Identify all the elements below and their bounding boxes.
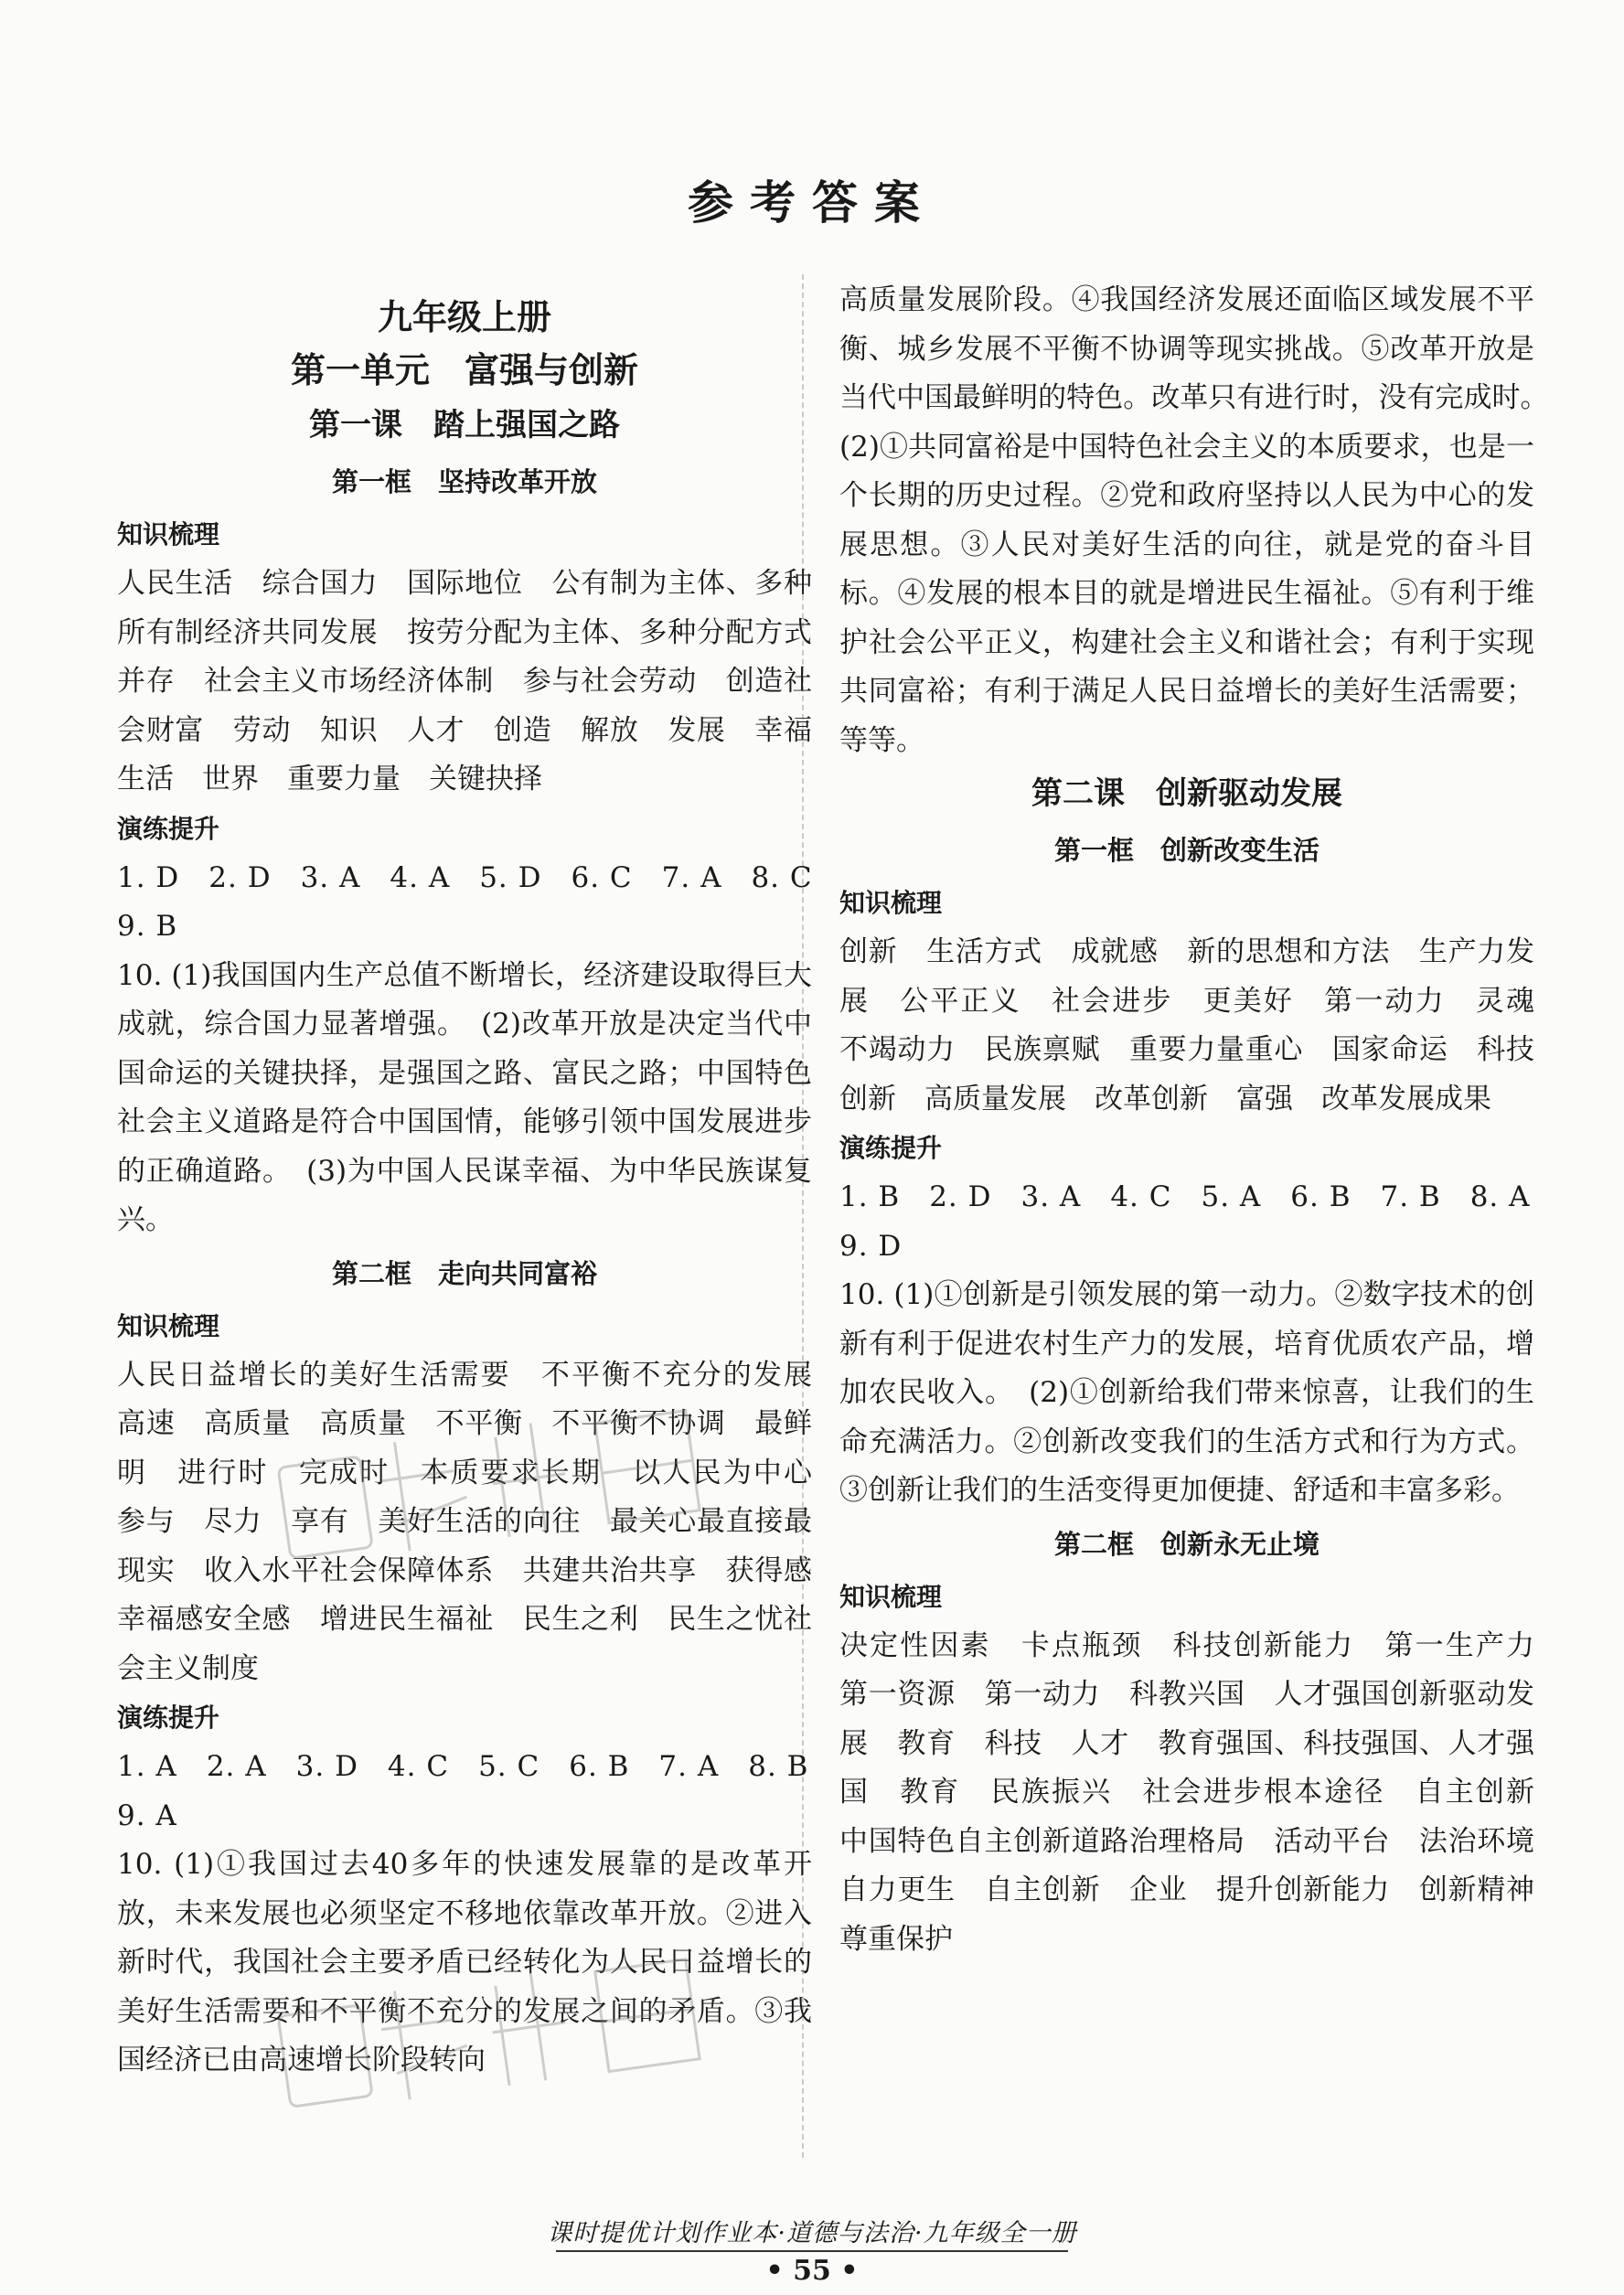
frame-heading: 第一框 坚持改革开放 [331, 466, 597, 497]
question-10-answer: 10. (1)我国国内生产总值不断增长，经济建设取得巨大成就，综合国力显著增强。 (2)改革开放是决定当代中国命运的关键抉择，是强国之路、富民之路；中国特色社会主义道路是符合中国国情，能够引领中国发展进步的正确道路。 (3)为中国人民谋幸福、为中华民族谋复兴。 [117, 958, 812, 1236]
frame-heading: 第二框 走向共同富裕 [331, 1257, 597, 1289]
answer-line: 9. A [117, 1799, 177, 1832]
footer-book-text: 课时提优计划作业本·道德与法治·九年级全一册 [547, 2219, 1077, 2247]
answer-line: 9. D [839, 1229, 903, 1263]
section-label-zhishi: 知识梳理 [117, 1310, 220, 1341]
section-label-yanlian: 演练提升 [117, 1703, 220, 1733]
frame-heading: 第一框 创新改变生活 [1053, 835, 1320, 866]
knowledge-text: 人民日益增长的美好生活需要 不平衡不充分的发展 高速 高质量 高质量 不平衡 不平衡不协调 最鲜明 进行时 完成时 本质要求长期 以人民为中心 参与 尽力 享有 美好生活的向往 最关心最直接最现实 收入水平社会保障体系 共建共治共享 获得感 幸福感安全感 增进民生福祉 民生之利 民生之忧社会主义制度 [117, 1358, 840, 1685]
knowledge-text: 决定性因素 卡点瓶颈 科技创新能力 第一生产力 第一资源 第一动力 科教兴国 人才强国创新驱动发展 教育 科技 人才 教育强国、科技强国、人才强国 教育 民族振兴 社会进步根本途径 自主创新 中国特色自主创新道路治理格局 活动平台 法治环境 自力更生 自主创新 企业 提升创新能力 创新精神 尊重保护 [839, 1628, 1563, 1956]
answer-line: 1. B 2. D 3. A 4. C 5. A 6. B 7. B 8. A [839, 1180, 1531, 1213]
knowledge-text: 人民生活 综合国力 国际地位 公有制为主体、多种所有制经济共同发展 按劳分配为主体、多种分配方式并存 社会主义市场经济体制 参与社会劳动 创造社会财富 劳动 知识 人才 创造 解放 发展 幸福生活 世界 重要力量 关键抉择 [117, 567, 812, 795]
section-label-zhishi: 知识梳理 [117, 519, 220, 550]
left-column [117, 274, 840, 2086]
lesson-heading: 第二课 创新驱动发展 [1031, 775, 1342, 812]
section-label-zhishi: 知识梳理 [839, 888, 943, 918]
answer-line: 1. D 2. D 3. A 4. A 5. D 6. C 7. A 8. C [117, 860, 813, 894]
unit-heading: 第一单元 富强与创新 [290, 349, 638, 390]
section-label-yanlian: 演练提升 [839, 1133, 943, 1163]
volume-heading: 九年级上册 [377, 296, 551, 337]
continued-answer: 高质量发展阶段。④我国经济发展还面临区域发展不平衡、城乡发展不平衡不协调等现实挑战。⑤改革开放是当代中国最鲜明的特色。改革只有进行时，没有完成时。 (2)①共同富裕是中国特色社会主义的本质要求，也是一个长期的历史过程。②党和政府坚持以人民为中心的发展思想。③人民对美好生活的向往，就是党的奋斗目标。④发展的根本目的就是增进民生福祉。⑤有利于维护社会公平正义，构建社会主义和谐社会；有利于实现共同富裕；有利于满足人民日益增长的美好生活需要；等等。 [839, 283, 1563, 757]
lesson-heading: 第一课 踏上强国之路 [309, 407, 620, 443]
answer-line: 1. A 2. A 3. D 4. C 5. C 6. B 7. A 8. B [117, 1750, 809, 1783]
question-10-answer: 10. (1)①创新是引领发展的第一动力。②数字技术的创新有利于促进农村生产力的发展，培育优质农产品，增加农民收入。 (2)①创新给我们带来惊喜，让我们的生命充满活力。②创新改变我们的生活方式和行为方式。③创新让我们的生活变得更加便捷、舒适和丰富多彩。 [839, 1278, 1534, 1507]
answer-line: 9. B [117, 910, 178, 943]
section-label-yanlian: 演练提升 [117, 813, 220, 844]
right-column [839, 276, 1563, 1964]
page-title: 参考答案 [688, 176, 936, 230]
page-number: • 55 • [765, 2255, 859, 2287]
question-10-answer: 10. (1)①我国过去40多年的快速发展靠的是改革开放，未来发展也必须坚定不移地依靠改革开放。②进入新时代，我国社会主要矛盾已经转化为人民日益增长的美好生活需要和不平衡不充分的发展之间的矛盾。③我国经济已由高速增长阶段转向 [117, 1848, 812, 2076]
footer-rule [556, 2250, 1068, 2252]
section-label-zhishi: 知识梳理 [839, 1581, 943, 1612]
frame-heading: 第二框 创新永无止境 [1053, 1528, 1320, 1560]
footer-book-title [0, 2213, 1624, 2252]
knowledge-text: 创新 生活方式 成就感 新的思想和方法 生产力发展 公平正义 社会进步 更美好 第一动力 灵魂 不竭动力 民族禀赋 重要力量重心 国家命运 科技创新 高质量发展 改革创新 富强 改革发展成果 [839, 935, 1563, 1115]
